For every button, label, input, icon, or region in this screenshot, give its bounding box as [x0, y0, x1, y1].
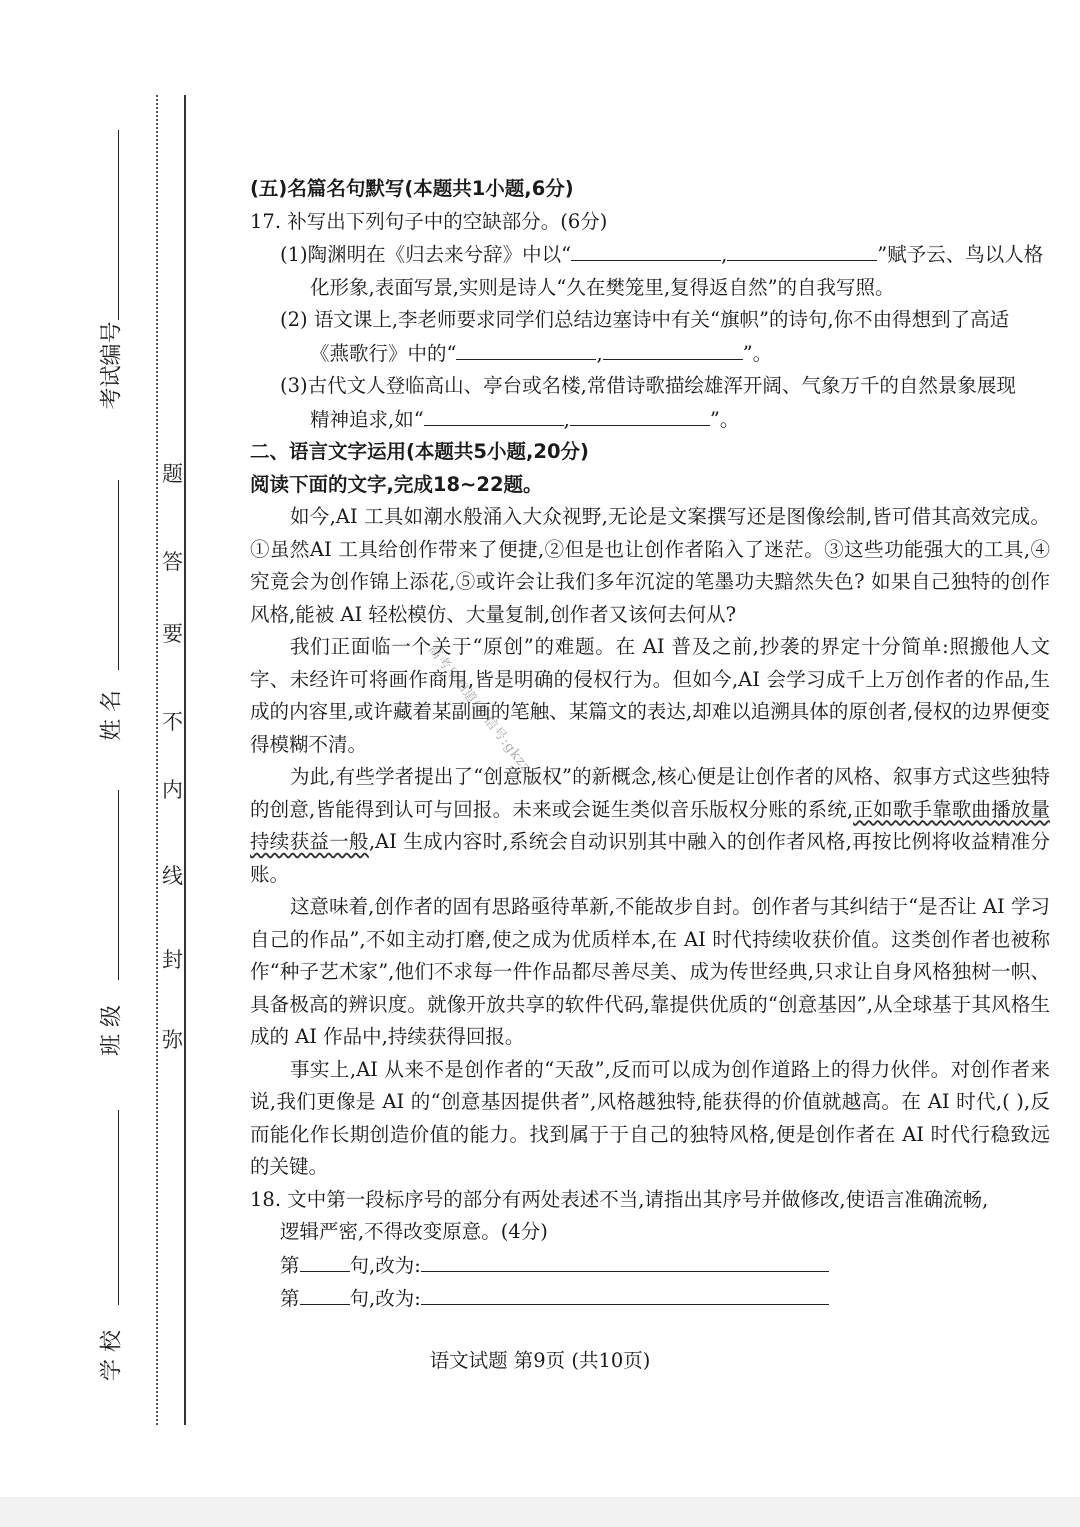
answer-blank[interactable]	[727, 238, 877, 261]
answer-line-2: 第 句,改为:	[250, 1282, 1050, 1316]
dotted-seal-line	[156, 95, 158, 1425]
question-17: 17. 补写出下列句子中的空缺部分。(6分)	[250, 209, 608, 233]
seal-char: 不	[162, 710, 183, 734]
q17-part1: (1)陶渊明在《归去来兮辞》中以“ , ”赋予云、鸟以人格	[250, 238, 1050, 272]
page-footer: 语文试题 第9页 (共10页)	[429, 1349, 651, 1372]
school-field[interactable]	[118, 1110, 119, 1305]
passage-paragraph-1: 如今,AI 工具如潮水般涌入大众视野,无论是文案撰写还是图像绘制,皆可借其高效完成。①虽然AI 工具给创作带来了便捷,②但是也让创作者陷入了迷茫。③这些功能强大的工具,④究竟会为创作锦上添花,⑤或许会让我们多年沉淀的笔墨功夫黯然失色? 如果自己独特的创作风格,能被 AI 轻松模仿、大量复制,创作者又该何去何从?	[250, 505, 1050, 626]
seal-char: 弥	[162, 1028, 183, 1052]
correction-blank[interactable]	[421, 1249, 829, 1272]
seal-char: 答	[162, 550, 183, 574]
q17-part2-cont: 《燕歌行》中的“ , ”。	[250, 337, 1050, 371]
seal-char: 题	[162, 462, 183, 486]
name-label: 姓 名	[99, 690, 125, 741]
sentence-number-blank[interactable]	[300, 1282, 350, 1305]
passage-paragraph-4: 这意味着,创作者的固有思路亟待革新,不能故步自封。创作者与其纠结于“是否让 AI 学习自己的作品”,不如主动打磨,使之成为优质样本,在 AI 时代持续收获价值。这类创作者也被称作“种子艺术家”,他们不求每一件作品都尽善尽美、成为传世经典,只求让自身风格独树一帜、具备极高的辨识度。就像开放共享的软件代码,靠提供优质的“创意基因”,从全球基于其风格生成的 AI 作品中,持续获得回报。	[250, 895, 1050, 1048]
wavy-underlined-phrase: 正如歌手靠歌曲播放量持续获益一般	[250, 797, 1050, 853]
exam-number-field[interactable]	[118, 130, 119, 320]
passage-paragraph-2: 我们正面临一个关于“原创”的难题。在 AI 普及之前,抄袭的界定十分简单:照搬他人文字、未经许可将画作商用,皆是明确的侵权行为。但如今,AI 会学习成千上万创作者的作品,生成的内容里,或许藏着某副画的笔触、某篇文的表达,却难以追溯具体的原创者,侵权的边界便变得模糊不清。	[250, 635, 1050, 756]
name-field[interactable]	[118, 480, 119, 670]
q17-part3-cont: 精神追求,如“ , ”。	[250, 403, 1050, 437]
school-label: 学 校	[99, 1330, 125, 1381]
section5-heading: (五)名篇名句默写(本题共1小题,6分)	[250, 177, 574, 200]
question-18-cont: 逻辑严密,不得改变原意。(4分)	[280, 1220, 548, 1243]
answer-blank[interactable]	[456, 337, 596, 360]
question-content	[250, 173, 1050, 1316]
seal-char: 内	[162, 778, 183, 802]
exam-number-label: 考试编号	[99, 321, 125, 410]
answer-line-1: 第 句,改为:	[250, 1249, 1050, 1283]
solid-seal-line	[184, 95, 186, 1425]
q17-part1-cont: 化形象,表面写景,实则是诗人“久在樊笼里,复得返自然”的自我写照。	[310, 275, 895, 299]
class-label: 班 级	[99, 1005, 125, 1056]
q17-part3: (3)古代文人登临高山、亭台或名楼,常借诗歌描绘雄浑开阔、气象万千的自然景象展现	[280, 374, 1016, 397]
bottom-strip	[0, 1497, 1080, 1527]
correction-blank[interactable]	[421, 1282, 829, 1305]
answer-blank[interactable]	[603, 337, 743, 360]
passage-paragraph-5: 事实上,AI 从来不是创作者的“天敌”,反而可以成为创作道路上的得力伙伴。对创作者来说,我们更像是 AI 的“创意基因提供者”,风格越独特,能获得的价值就越高。在 AI 时代,( ),反而能化作长期创造价值的能力。找到属于于自己的独特风格,便是创作者在 AI 时代行稳致远的关键。	[250, 1057, 1050, 1178]
sentence-number-blank[interactable]	[300, 1249, 350, 1272]
answer-blank[interactable]	[424, 403, 564, 426]
question-18: 18. 文中第一段标序号的部分有两处表述不当,请指出其序号并做修改,使语言准确流畅,	[250, 1187, 989, 1211]
watermark: 高考早知道(微信号:gkzzd)	[425, 642, 544, 788]
class-field[interactable]	[118, 790, 119, 980]
answer-blank[interactable]	[571, 238, 721, 261]
seal-char: 线	[162, 864, 183, 888]
q17-part2: (2) 语文课上,李老师要求同学们总结边塞诗中有关“旗帜”的诗句,你不由得想到了高适	[280, 308, 1010, 331]
section2-heading: 二、语言文字运用(本题共5小题,20分)	[250, 440, 589, 463]
seal-char: 封	[162, 948, 183, 972]
reading-instruction: 阅读下面的文字,完成18~22题。	[250, 472, 543, 496]
passage-paragraph-3: 为此,有些学者提出了“创意版权”的新概念,核心便是让创作者的风格、叙事方式这些独特的创意,皆能得到认可与回报。未来或会诞生类似音乐版权分账的系统,正如歌手靠歌曲播放量持续获益一般,AI 生成内容时,系统会自动识别其中融入的创作者风格,再按比例将收益精准分账。	[250, 765, 1050, 886]
answer-blank[interactable]	[570, 403, 710, 426]
seal-char: 要	[162, 622, 183, 646]
